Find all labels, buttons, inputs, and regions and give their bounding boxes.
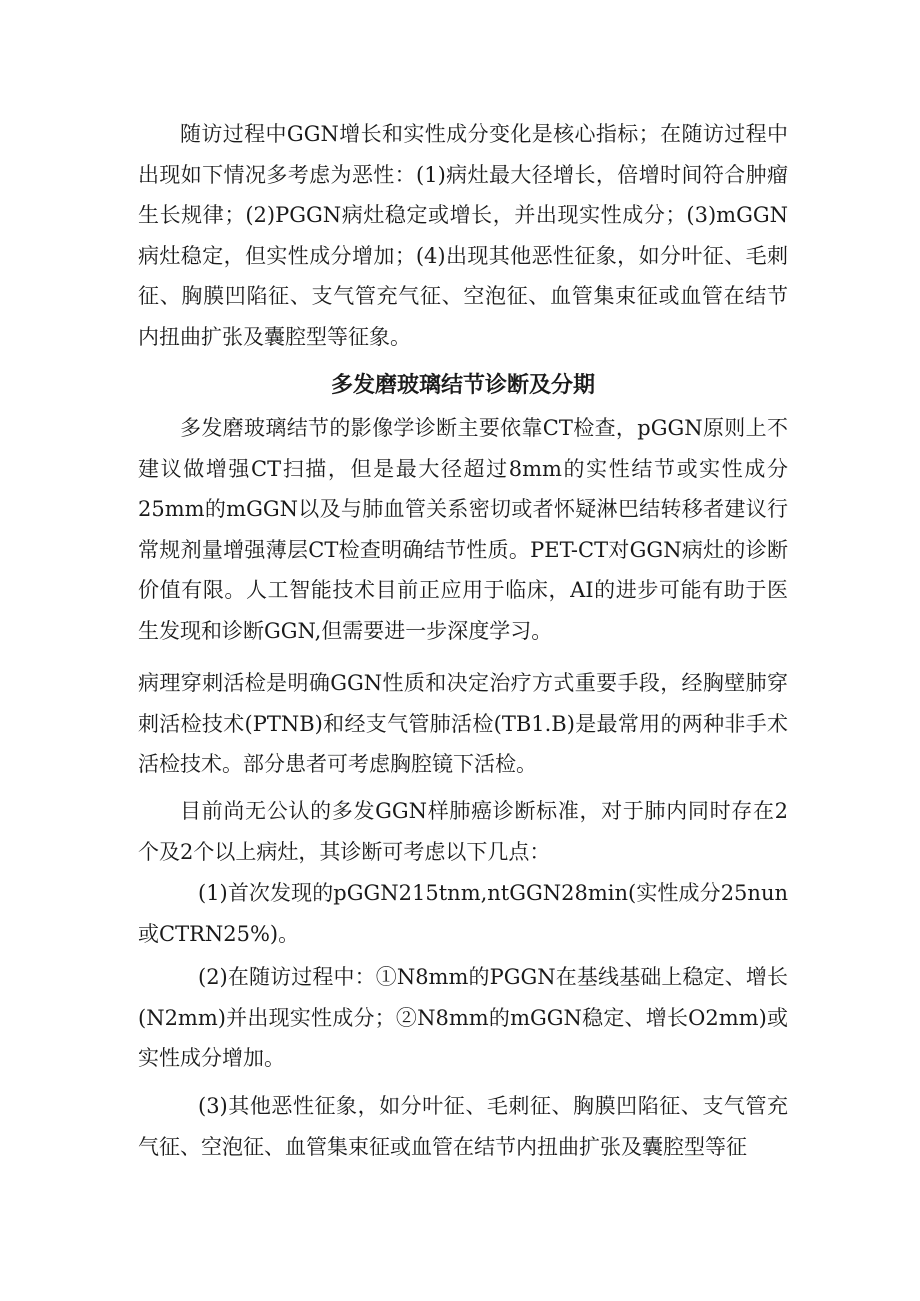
list-item-2: (2)在随访过程中：①N8mm的PGGN在基线基础上稳定、增长(N2mm)并出现实性成分；②N8mm的mGGN稳定、增长O2mm)或实性成分增加。: [138, 965, 788, 1071]
paragraph-diagnostic-standard: 目前尚无公认的多发GGN样肺癌诊断标准，对于肺内同时存在2个及2个以上病灶，其诊断可考虑以下几点：: [138, 799, 788, 864]
paragraph-biopsy: 病理穿刺活检是明确GGN性质和决定治疗方式重要手段，经胸壁肺穿刺活检技术(PTNB)和经支气管肺活检(TB1.B)是最常用的两种非手术活检技术。部分患者可考虑胸腔镜下活检。: [138, 671, 788, 777]
paragraph-imaging-diagnosis: 多发磨玻璃结节的影像学诊断主要依靠CT检查，pGGN原则上不建议做增强CT扫描，但是最大径超过8mm的实性结节或实性成分25mm的mGGN以及与肺血管关系密切或者怀疑淋巴结转移者建议行常规剂量增强薄层CT检查明确结节性质。PET-CT对GGN病灶的诊断价值有限。人工智能技术目前正应用于临床，AI的进步可能有助于医生发现和诊断GGN,但需要进一步深度学习。: [138, 416, 788, 643]
list-item-3: (3)其他恶性征象，如分叶征、毛刺征、胸膜凹陷征、支气管充气征、空泡征、血管集束征或血管在结节内扭曲扩张及囊腔型等征: [138, 1094, 788, 1159]
section-heading: 多发磨玻璃结节诊断及分期: [330, 373, 595, 398]
paragraph-followup-criteria: 随访过程中GGN增长和实性成分变化是核心指标；在随访过程中出现如下情况多考虑为恶性：(1)病灶最大径增长，倍增时间符合肿瘤生长规律；(2)PGGN病灶稳定或增长，并出现实性成分；(3)mGGN病灶稳定，但实性成分增加；(4)出现其他恶性征象，如分叶征、毛刺征、胸膜凹陷征、支气管充气征、空泡征、血管集束征或血管在结节内扭曲扩张及囊腔型等征象。: [138, 122, 788, 349]
list-item-1: (1)首次发现的pGGN215tnm,ntGGN28min(实性成分25nun或CTRN25%)。: [138, 881, 788, 946]
